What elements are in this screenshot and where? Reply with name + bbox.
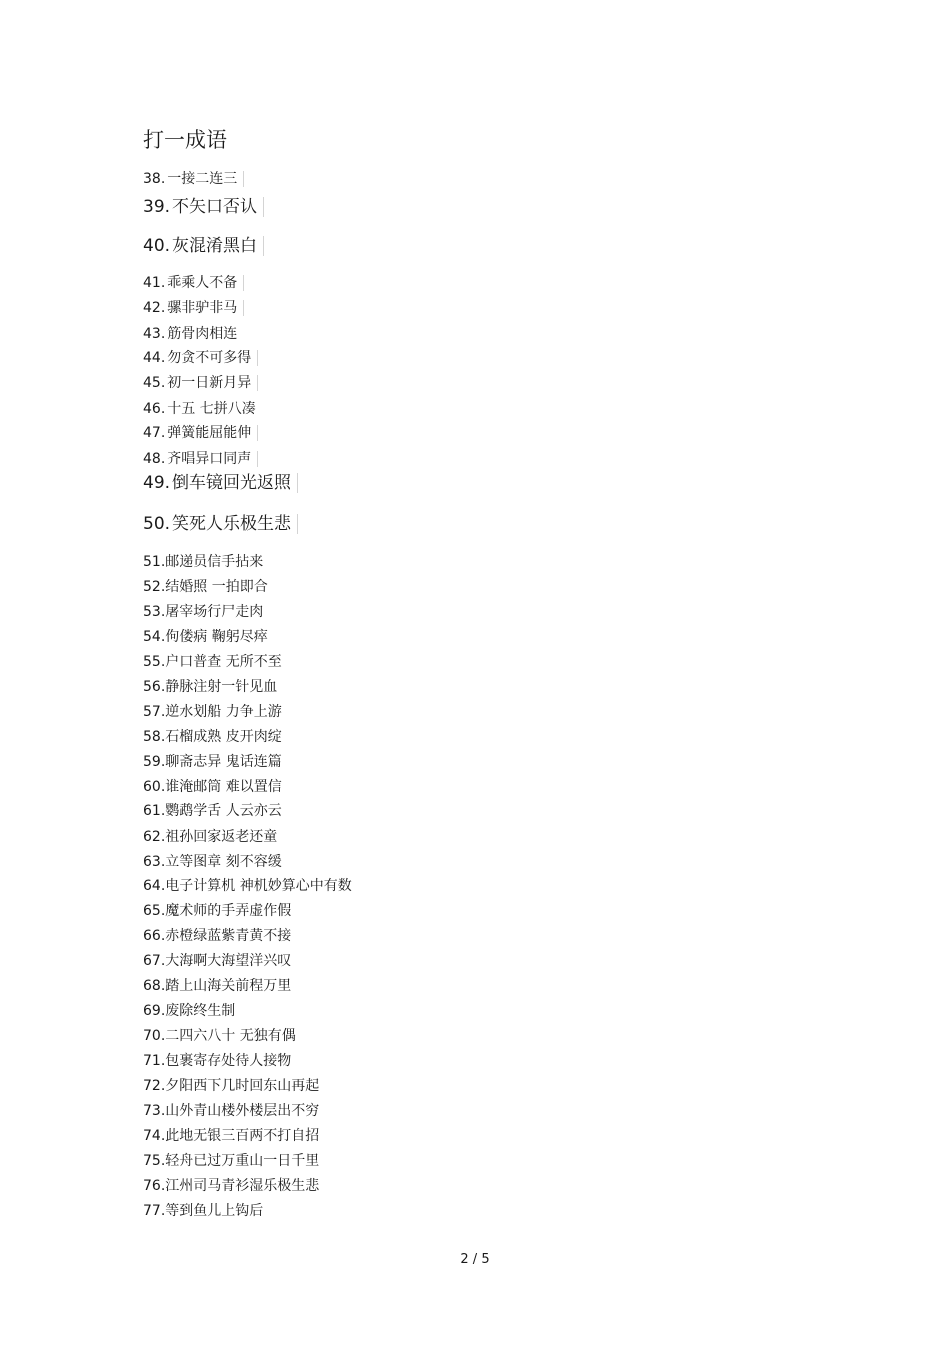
list-item: 39. 不矢口否认 <box>143 195 264 219</box>
list-item: 73.山外青山楼外楼层出不穷 <box>143 1103 320 1119</box>
list-item: 66.赤橙绿蓝紫青黄不接 <box>143 928 292 944</box>
list-item: 53.屠宰场行尸走肉 <box>143 604 264 620</box>
list-item: 74.此地无银三百两不打自招 <box>143 1128 320 1144</box>
list-item: 76.江州司马青衫湿乐极生悲 <box>143 1178 320 1194</box>
list-item: 62.祖孙回家返老还童 <box>143 829 278 845</box>
list-item: 64.电子计算机 神机妙算心中有数 <box>143 878 352 894</box>
list-item: 44. 勿贪不可多得 <box>143 348 258 368</box>
list-item: 47. 弹簧能屈能伸 <box>143 423 258 443</box>
list-item: 57.逆水划船 力争上游 <box>143 704 282 720</box>
list-item: 49. 倒车镜回光返照 <box>143 471 298 495</box>
page-title: 打一成语 <box>143 128 227 152</box>
list-item: 61.鹦鹉学舌 人云亦云 <box>143 803 282 819</box>
list-item: 50. 笑死人乐极生悲 <box>143 512 298 536</box>
page-number: 2 / 5 <box>460 1252 490 1267</box>
list-item: 52.结婚照 一拍即合 <box>143 579 268 595</box>
list-item: 43. 筋骨肉相连 <box>143 326 238 342</box>
list-item: 72.夕阳西下几时回东山再起 <box>143 1078 320 1094</box>
list-item: 68.踏上山海关前程万里 <box>143 978 292 994</box>
list-item: 46. 十五 七拼八凑 <box>143 401 256 417</box>
list-item: 67.大海啊大海望洋兴叹 <box>143 953 292 969</box>
list-item: 55.户口普查 无所不至 <box>143 654 282 670</box>
list-item: 42. 骡非驴非马 <box>143 298 244 318</box>
list-item: 70.二四六八十 无独有偶 <box>143 1028 296 1044</box>
list-item: 51.邮递员信手拈来 <box>143 554 264 570</box>
list-item: 41. 乖乘人不备 <box>143 273 244 293</box>
list-item: 45. 初一日新月异 <box>143 373 258 393</box>
list-item: 59.聊斋志异 鬼话连篇 <box>143 754 282 770</box>
list-item: 75.轻舟已过万重山一日千里 <box>143 1153 320 1169</box>
list-item: 69.废除终生制 <box>143 1003 236 1019</box>
list-item: 65.魔术师的手弄虚作假 <box>143 903 292 919</box>
list-item: 71.包裹寄存处待人接物 <box>143 1053 292 1069</box>
list-item: 54.佝偻病 鞠躬尽瘁 <box>143 629 268 645</box>
list-item: 60.谁淹邮筒 难以置信 <box>143 779 282 795</box>
list-item: 40. 灰混淆黑白 <box>143 234 264 258</box>
list-item: 38. 一接二连三 <box>143 169 244 189</box>
list-item: 56.静脉注射一针见血 <box>143 679 278 695</box>
list-item: 58.石榴成熟 皮开肉绽 <box>143 729 282 745</box>
list-item: 48. 齐唱异口同声 <box>143 449 258 469</box>
list-item: 63.立等图章 刻不容缓 <box>143 854 282 870</box>
list-item: 77.等到鱼儿上钩后 <box>143 1203 264 1219</box>
